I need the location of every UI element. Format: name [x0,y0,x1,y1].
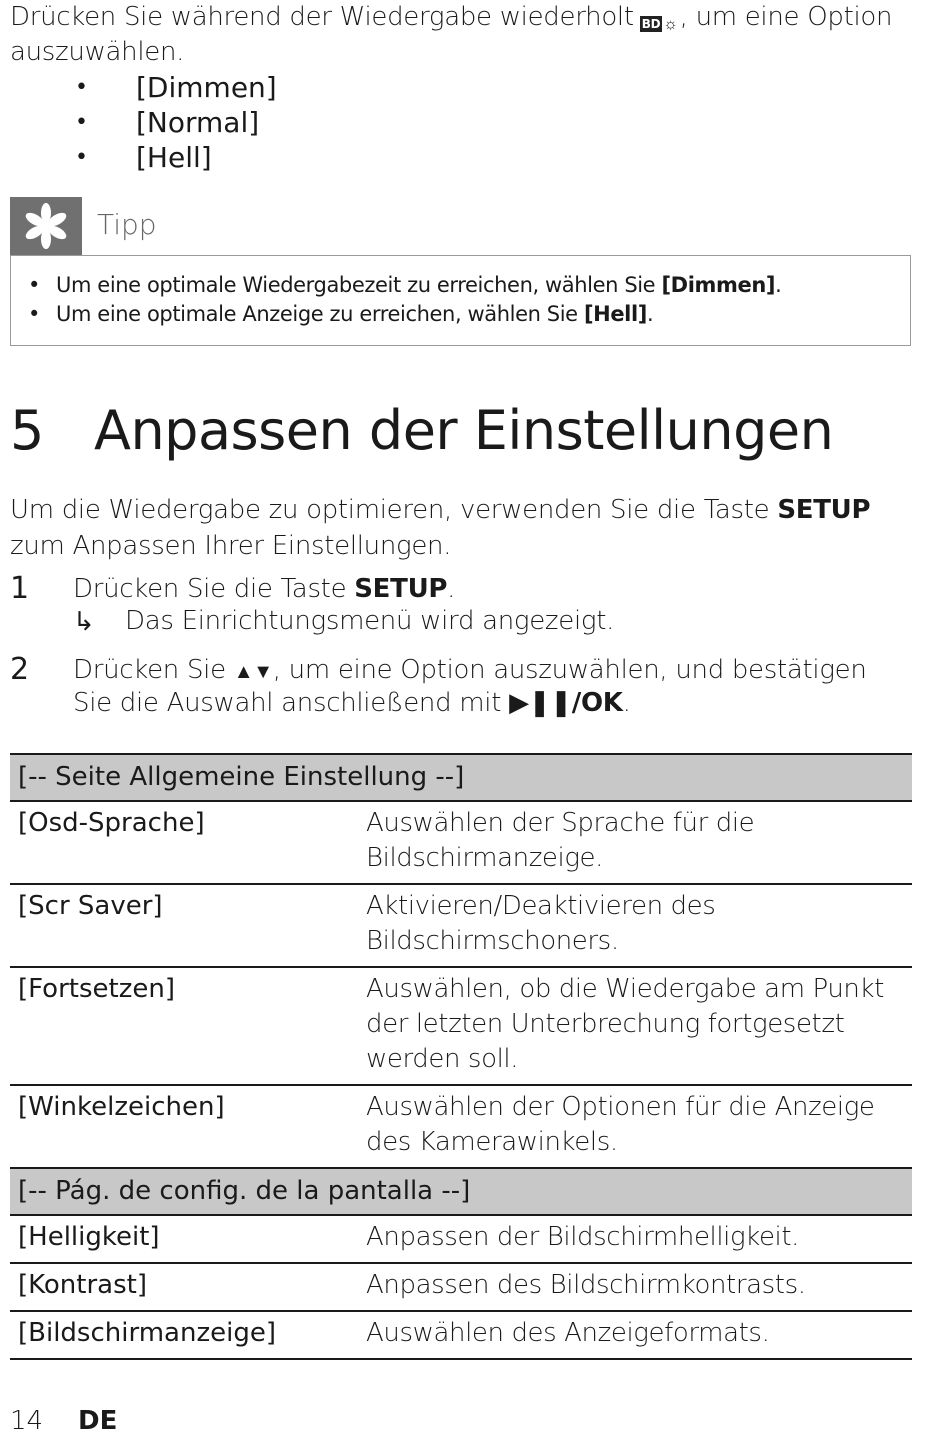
step-after: . [447,574,456,604]
bd-label: BD [641,17,661,31]
chapter-title: Anpassen der Einstellungen [94,399,834,462]
chapter-number: 5 [10,399,45,462]
step-result: Das Einrichtungsmenü wird angezeigt. [125,606,615,636]
table-row [10,1263,912,1311]
option-label: [Hell] [136,141,212,174]
step-bold: SETUP [354,574,448,604]
settings-table [10,753,912,1360]
section-header: [-- Seite Allgemeine Einstellung --] [10,754,912,801]
tip-bold: [Hell] [583,302,647,326]
intro-before-icon: Drücken Sie während der Wiedergabe wiederholt [10,2,634,32]
intro-after-icon: , um eine Option auszuwählen. [10,2,893,67]
play-pause-ok-key: ▶❚❚/OK [509,688,623,718]
step-mid: , um eine Option auszuwählen, und bestätigen Sie die Auswahl anschließend mit [73,655,867,718]
setting-name: [Winkelzeichen] [10,1085,350,1168]
setting-name: [Osd-Sprache] [10,801,350,884]
table-row [10,801,912,884]
option-label: [Normal] [136,106,260,139]
step-number: 2 [10,652,30,687]
tip-box: • Um eine optimale Wiedergabezeit zu erreichen, wählen Sie [Dimmen]. • Um eine optimale Anzeige zu erreichen, wählen Sie [Hell]. [10,255,911,346]
up-down-arrows-icon: ▲▼ [233,659,273,683]
tip-end: . [775,273,782,297]
setting-desc: Anpassen des Bildschirmkontrasts. [350,1263,912,1311]
para-after: zum Anpassen Ihrer Einstellungen. [10,531,452,561]
language-code: DE [78,1406,118,1436]
step-before: Drücken Sie die Taste [73,574,347,604]
tip-icon [10,197,82,255]
setting-desc: Aktivieren/Deaktivieren des Bildschirmschoners. [350,884,912,967]
tip-text: Um eine optimale Anzeige zu erreichen, wählen Sie [56,302,578,326]
tip-title: Tipp [97,208,157,241]
table-row [10,1085,912,1168]
step-after: . [622,688,631,718]
para-before: Um die Wiedergabe zu optimieren, verwenden Sie die Taste [10,495,770,525]
intro-paragraph [10,492,910,564]
option-item: • [Normal] [75,106,260,139]
result-arrow-icon: ↳ [73,607,95,637]
setting-desc: Anpassen der Bildschirmhelligkeit. [350,1215,912,1263]
table-row [10,1215,912,1263]
step-number: 1 [10,571,30,606]
tip-text: Um eine optimale Wiedergabezeit zu erreichen, wählen Sie [56,273,656,297]
step-before: Drücken Sie [73,655,226,685]
setting-name: [Helligkeit] [10,1215,350,1263]
brightness-icon: BD ☼ [641,14,678,33]
table-section-header [10,754,912,801]
section-header: [-- Pág. de config. de la pantalla --] [10,1168,912,1215]
table-section-header [10,1168,912,1215]
option-item: • [Dimmen] [75,71,277,104]
table-row [10,967,912,1085]
setup-key: SETUP [777,495,871,525]
table-row [10,1311,912,1359]
step-text [73,573,903,605]
setting-name: [Bildschirmanzeige] [10,1311,350,1359]
table-row [10,884,912,967]
setting-name: [Kontrast] [10,1263,350,1311]
setting-name: [Fortsetzen] [10,967,350,1085]
setting-desc: Auswählen der Optionen für die Anzeige des Kamerawinkels. [350,1085,912,1168]
option-item: • [Hell] [75,141,212,174]
setting-name: [Scr Saver] [10,884,350,967]
option-label: [Dimmen] [136,71,277,104]
setting-desc: Auswählen des Anzeigeformats. [350,1311,912,1359]
page-number: 14 [10,1406,44,1436]
tip-header [10,197,913,255]
setting-desc: Auswählen, ob die Wiedergabe am Punkt der letzten Unterbrechung fortgesetzt werden soll. [350,967,912,1085]
setting-desc: Auswählen der Sprache für die Bildschirmanzeige. [350,801,912,884]
tip-bold: [Dimmen] [661,273,776,297]
tip-end: . [646,302,654,326]
intro-text [10,0,910,70]
step-text [73,654,903,719]
